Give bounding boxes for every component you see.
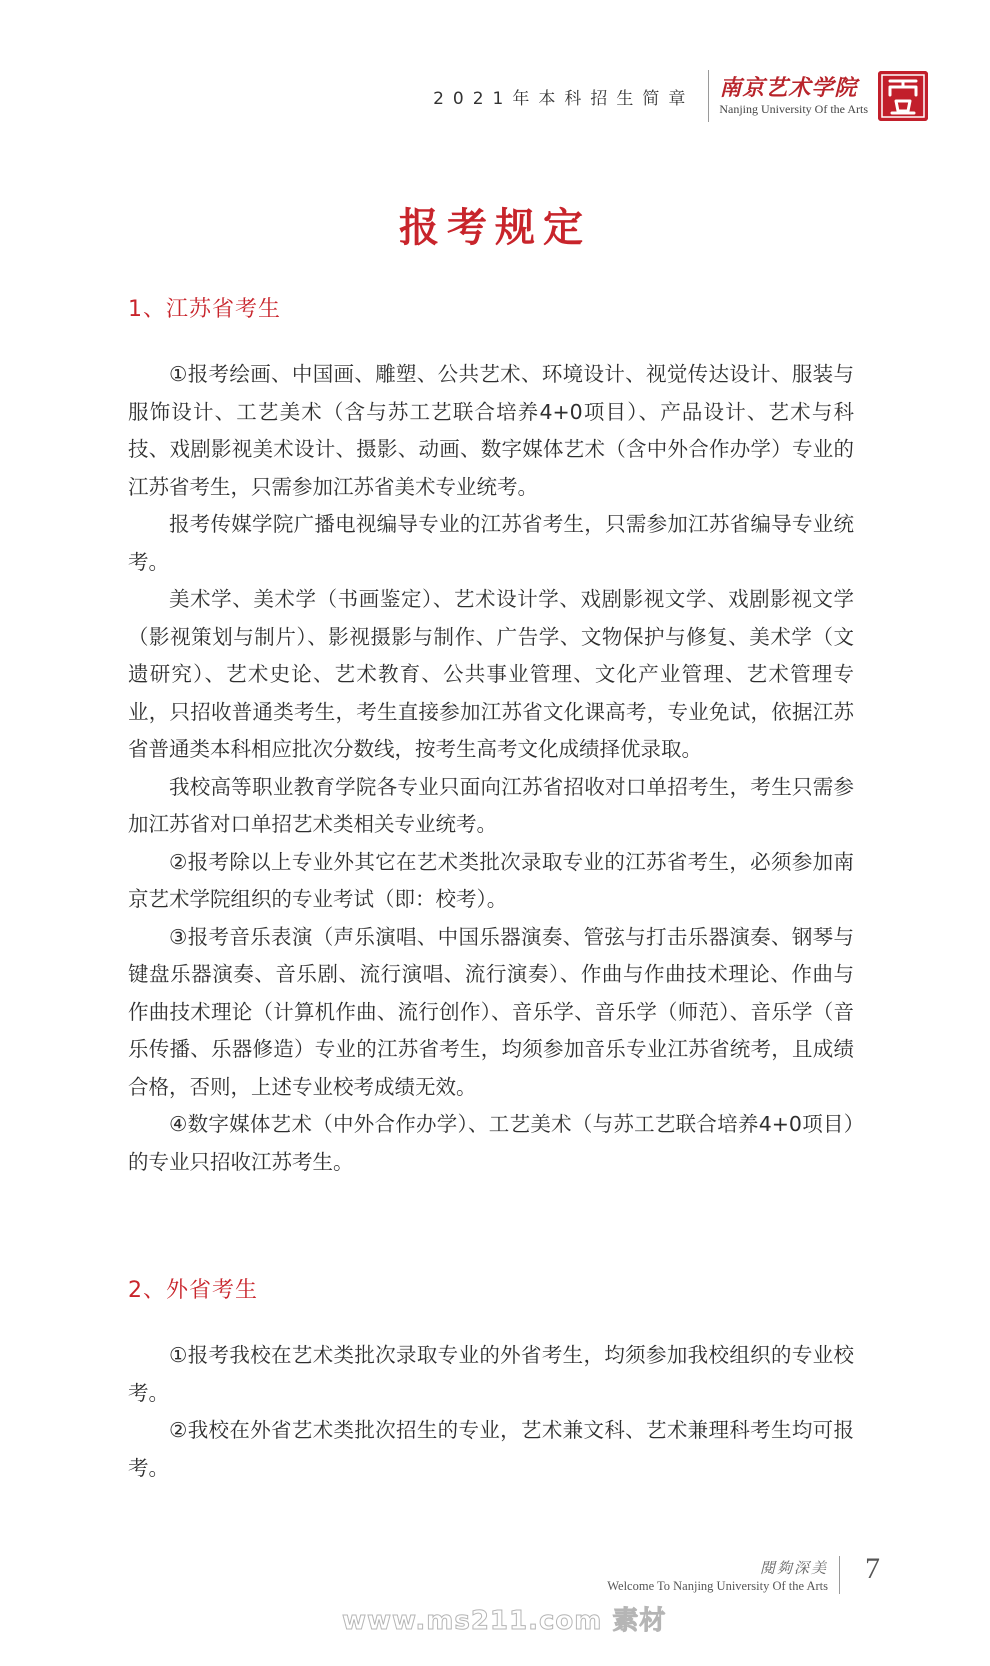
footer-slogan: 閱夠深美 (759, 1559, 828, 1577)
paragraph: 报考传媒学院广播电视编导专业的江苏省考生，只需参加江苏省编导专业统考。 (128, 512, 854, 574)
section-body-other-provinces (128, 1337, 854, 1487)
footer-divider (839, 1556, 840, 1594)
page-number: 7 (865, 1552, 880, 1585)
logo-english-name: Nanjing University Of the Arts (719, 102, 868, 116)
paragraph: ②我校在外省艺术类批次招生的专业，艺术兼文科、艺术兼理科考生均可报考。 (128, 1418, 854, 1480)
section-heading-other-provinces: 2、外省考生 (128, 1278, 258, 1303)
paragraph: 美术学、美术学（书画鉴定）、艺术设计学、戏剧影视文学、戏剧影视文学（影视策划与制片）、影视摄影与制作、广告学、文物保护与修复、美术学（文遗研究）、艺术史论、艺术教育、公共事业管理、文化产业管理、艺术管理专业，只招收普通类考生，考生直接参加江苏省文化课高考，专业免试，依据江苏省普通类本科相应批次分数线，按考生高考文化成绩择优录取。 (128, 587, 854, 761)
page-footer (607, 1558, 828, 1594)
watermark: www.ms211.com 素材 (342, 1606, 667, 1636)
paragraph: ①报考我校在艺术类批次录取专业的外省考生，均须参加我校组织的专业校考。 (128, 1343, 854, 1405)
section-heading-jiangsu: 1、江苏省考生 (128, 297, 281, 322)
paragraph: ②报考除以上专业外其它在艺术类批次录取专业的江苏省考生，必须参加南京艺术学院组织的专业考试（即：校考）。 (128, 849, 854, 911)
logo-chinese-name: 南京艺术学院 (719, 75, 858, 101)
page-title: 报考规定 (399, 204, 591, 251)
section-body-jiangsu (128, 356, 854, 1181)
paragraph: 我校高等职业教育学院各专业只面向江苏省招收对口单招考生，考生只需参加江苏省对口单招艺术类相关专业统考。 (128, 774, 854, 836)
university-logo (719, 75, 868, 117)
page-header (433, 68, 928, 124)
footer-welcome-text: Welcome To Nanjing University Of the Arts (607, 1579, 828, 1593)
paragraph: ③报考音乐表演（声乐演唱、中国乐器演奏、管弦与打击乐器演奏、钢琴与键盘乐器演奏、音乐剧、流行演唱、流行演奏）、作曲与作曲技术理论、作曲与作曲技术理论（计算机作曲、流行创作）、音乐学、音乐学（师范）、音乐学（音乐传播、乐器修造）专业的江苏省考生，均须参加音乐专业江苏省统考，且成绩合格，否则，上述专业校考成绩无效。 (128, 924, 854, 1099)
header-divider (708, 70, 709, 122)
seal-icon (878, 71, 928, 121)
paragraph: ④数字媒体艺术（中外合作办学）、工艺美术（与苏工艺联合培养4+0项目）的专业只招收江苏考生。 (128, 1112, 854, 1174)
brochure-title: 2021年本科招生简章 (433, 88, 695, 109)
paragraph: ①报考绘画、中国画、雕塑、公共艺术、环境设计、视觉传达设计、服装与服饰设计、工艺美术（含与苏工艺联合培养4+0项目）、产品设计、艺术与科技、戏剧影视美术设计、摄影、动画、数字媒体艺术（含中外合作办学）专业的江苏省考生，只需参加江苏省美术专业统考。 (128, 362, 854, 499)
